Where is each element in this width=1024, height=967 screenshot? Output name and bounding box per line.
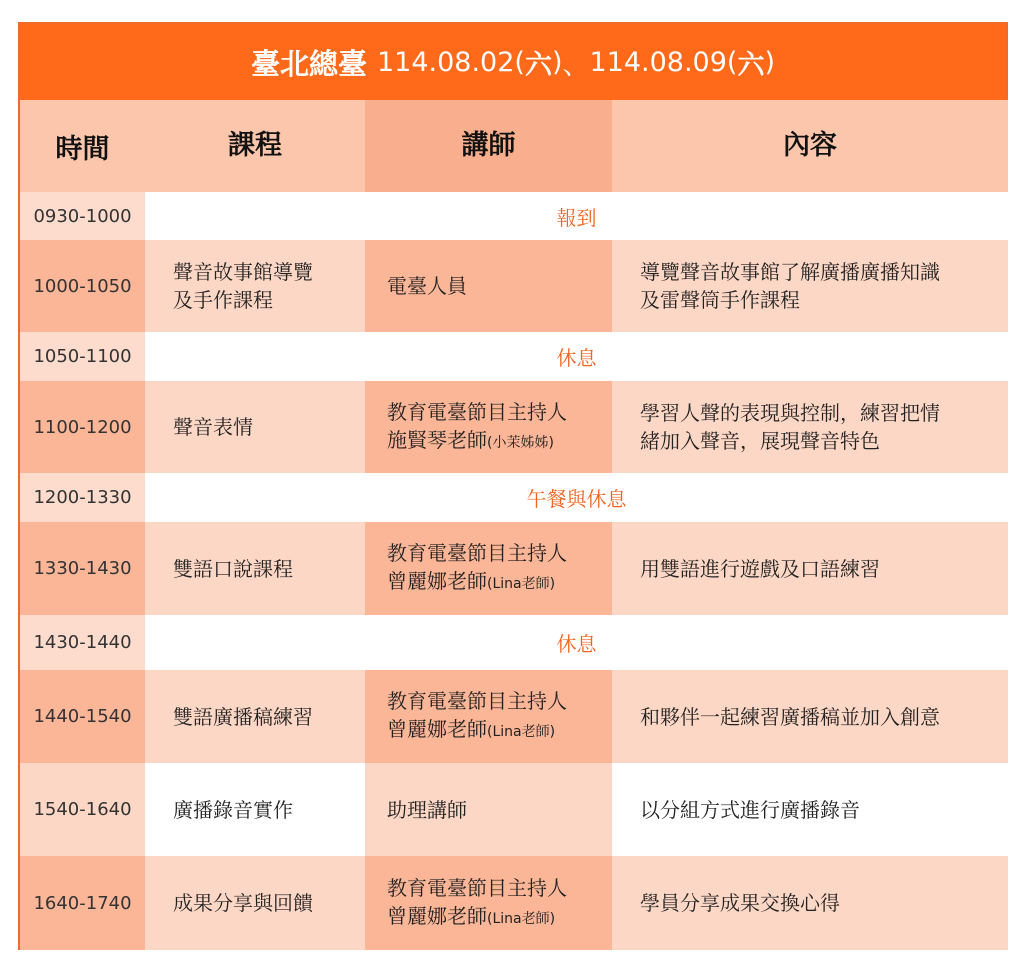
title-bar: 臺北總臺 114.08.02 ( 六 ) 、 114.08.09 ( 六 ) xyxy=(20,24,1006,100)
time-cell: 1430-1440 xyxy=(20,615,145,670)
table-row xyxy=(20,381,1006,473)
content-cell: 學習人聲的表現與控制，練習把情 緒加入聲音，展現聲音特色 xyxy=(612,381,1008,473)
table-row xyxy=(20,240,1006,332)
table-row xyxy=(20,615,1006,670)
teacher-cell: 教育電臺節目主持人 曾麗娜老師(Lina老師) xyxy=(365,856,612,950)
teacher-cell: 教育電臺節目主持人 曾麗娜老師(Lina老師) xyxy=(365,670,612,763)
content-cell: 學員分享成果交換心得 xyxy=(612,856,1008,950)
table-row xyxy=(20,856,1006,950)
col-header-teacher: 講師 xyxy=(365,100,612,192)
span-cell: 休息 xyxy=(145,615,1008,670)
content-cell: 以分組方式進行廣播錄音 xyxy=(612,763,1008,856)
course-cell: 聲音表情 xyxy=(145,381,365,473)
time-cell: 0930-1000 xyxy=(20,192,145,240)
time-cell: 1540-1640 xyxy=(20,763,145,856)
span-cell: 報到 xyxy=(145,192,1008,240)
day-2: 六 xyxy=(737,49,765,81)
span-cell: 午餐與休息 xyxy=(145,473,1008,522)
table-row xyxy=(20,192,1006,240)
date-1: 114.08.02 xyxy=(376,46,515,78)
date-separator: 、 xyxy=(562,49,590,81)
table-row xyxy=(20,670,1006,763)
time-cell: 1440-1540 xyxy=(20,670,145,763)
time-cell: 1050-1100 xyxy=(20,332,145,381)
course-cell: 廣播錄音實作 xyxy=(145,763,365,856)
content-cell: 和夥伴一起練習廣播稿並加入創意 xyxy=(612,670,1008,763)
course-cell: 聲音故事館導覽 及手作課程 xyxy=(145,240,365,332)
day-1: 六 xyxy=(524,49,552,81)
location-title: 臺北總臺 xyxy=(250,46,367,81)
table-row xyxy=(20,473,1006,522)
content-cell: 導覽聲音故事館了解廣播廣播知識 及雷聲筒手作課程 xyxy=(612,240,1008,332)
col-header-content: 內容 xyxy=(612,100,1008,192)
date-2: 114.08.09 xyxy=(589,46,727,78)
time-cell: 1330-1430 xyxy=(20,522,145,615)
content-cell: 用雙語進行遊戲及口語練習 xyxy=(612,522,1008,615)
time-cell: 1100-1200 xyxy=(20,381,145,473)
col-header-course: 課程 xyxy=(145,100,365,192)
time-cell: 1200-1330 xyxy=(20,473,145,522)
course-cell: 雙語廣播稿練習 xyxy=(145,670,365,763)
time-cell: 1640-1740 xyxy=(20,856,145,950)
table-row xyxy=(20,332,1006,381)
teacher-cell: 教育電臺節目主持人 曾麗娜老師(Lina老師) xyxy=(365,522,612,615)
time-cell: 1000-1050 xyxy=(20,240,145,332)
table-row xyxy=(20,763,1006,856)
teacher-cell: 電臺人員 xyxy=(365,240,612,332)
teacher-cell: 教育電臺節目主持人 施賢琴老師(小茉姊姊) xyxy=(365,381,612,473)
teacher-cell: 助理講師 xyxy=(365,763,612,856)
course-cell: 成果分享與回饋 xyxy=(145,856,365,950)
schedule-table xyxy=(18,22,1008,950)
col-header-time: 時間 xyxy=(20,100,145,192)
span-cell: 休息 xyxy=(145,332,1008,381)
course-cell: 雙語口說課程 xyxy=(145,522,365,615)
table-row xyxy=(20,522,1006,615)
table-header-row xyxy=(20,100,1006,192)
